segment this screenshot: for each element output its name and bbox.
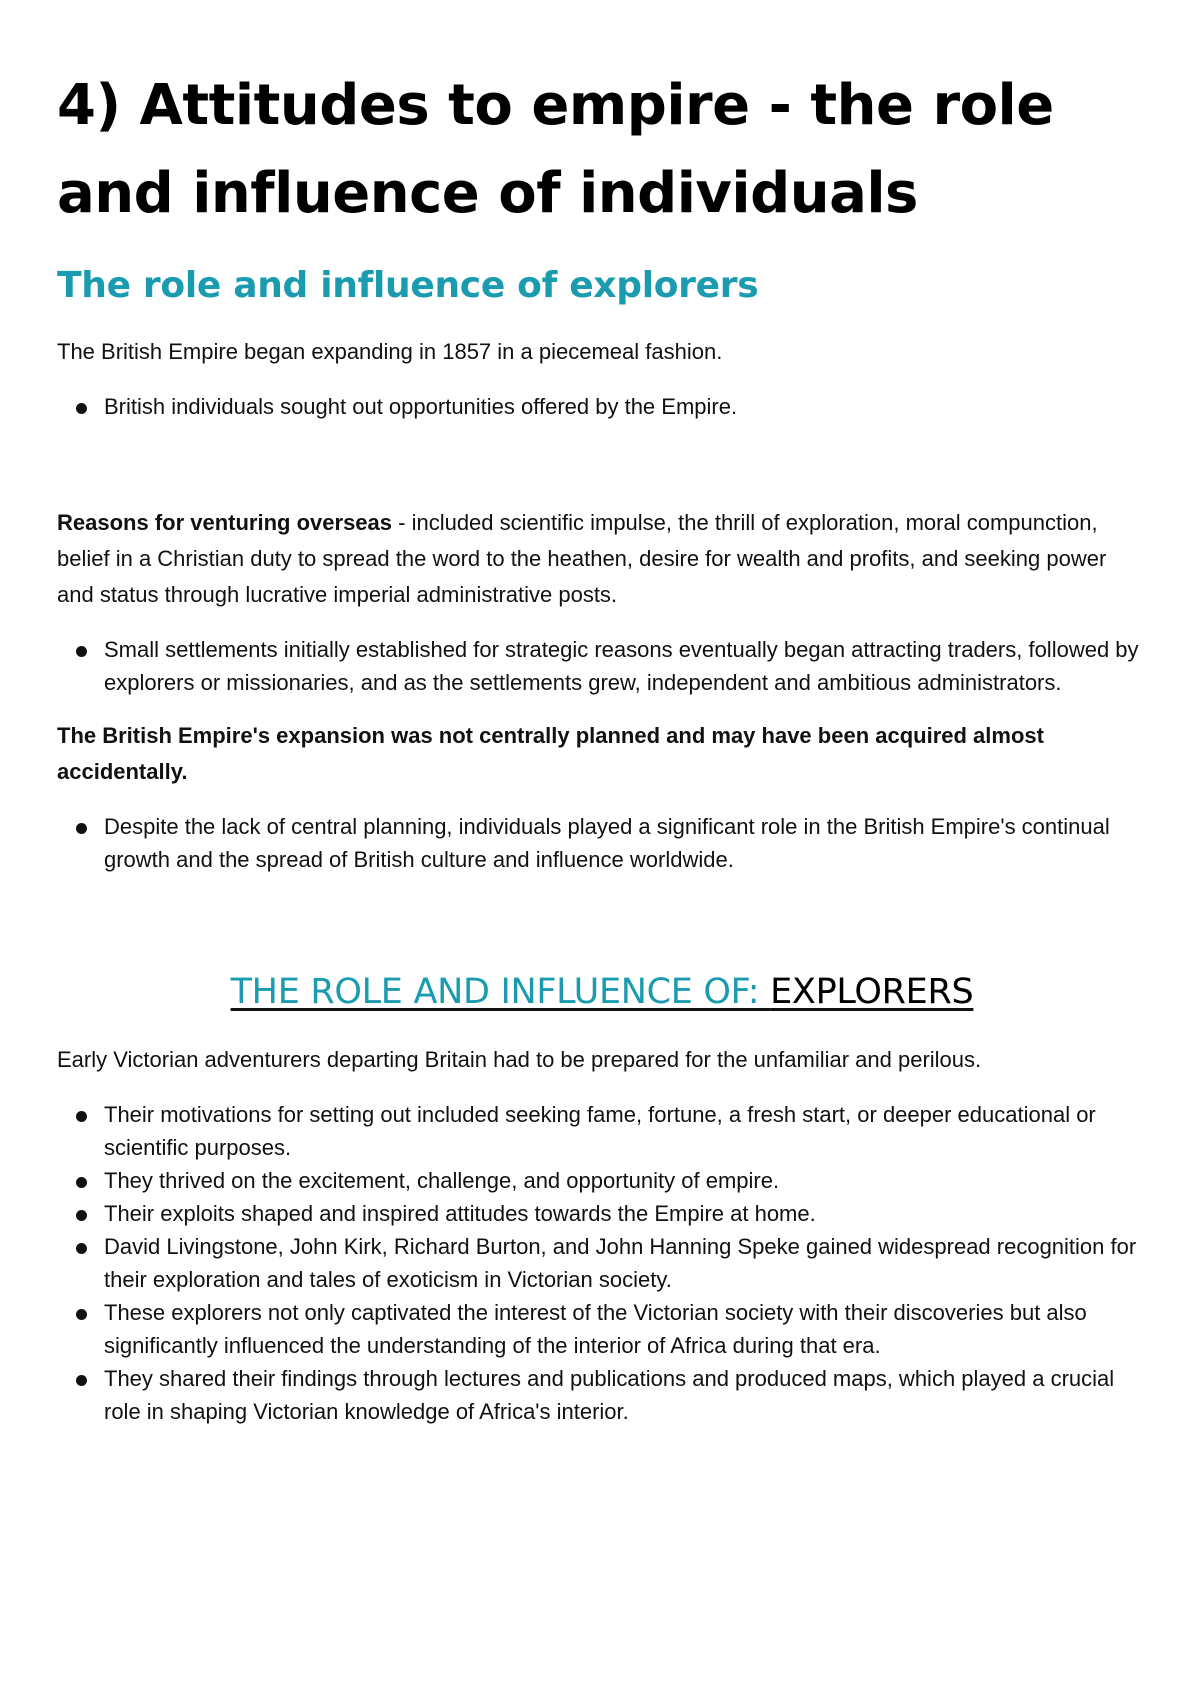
list-item: Small settlements initially established for strategic reasons eventually began attracting traders, followed by explorers or missionaries, and as the settlements grew, independent and ambitious administrators. — [57, 633, 1147, 699]
reasons-label: Reasons for venturing overseas — [57, 510, 393, 535]
page-title: 4) Attitudes to empire - the role and influence of individuals — [57, 73, 1054, 226]
reasons-paragraph — [57, 505, 1147, 613]
list-item: British individuals sought out opportunities offered by the Empire. — [57, 390, 1147, 423]
list-item: David Livingstone, John Kirk, Richard Burton, and John Hanning Speke gained widespread recognition for their exploration and tales of exoticism in Victorian society. — [57, 1230, 1147, 1296]
document-page — [57, 62, 1147, 1428]
list-item: Their exploits shaped and inspired attitudes towards the Empire at home. — [57, 1197, 1147, 1230]
list-item: They shared their findings through lectures and publications and produced maps, which played a crucial role in shaping Victorian knowledge of Africa's interior. — [57, 1362, 1147, 1428]
bullet-list-settlements — [57, 633, 1147, 699]
list-item: These explorers not only captivated the interest of the Victorian society with their discoveries but also significantly influenced the understanding of the interior of Africa during that era. — [57, 1296, 1147, 1362]
bullet-list-opportunities — [57, 390, 1147, 423]
list-item: Their motivations for setting out included seeking fame, fortune, a fresh start, or deeper educational or scientific purposes. — [57, 1098, 1147, 1164]
section-heading-role-of-explorers — [57, 970, 1147, 1014]
bullet-list-individuals — [57, 810, 1147, 876]
section-heading-explorers: The role and influence of explorers — [57, 265, 759, 306]
list-item: They thrived on the excitement, challenge, and opportunity of empire. — [57, 1164, 1147, 1197]
reasons-text: - included scientific impulse, the thrill of exploration, moral compunction, belief in a Christian duty to spread the word to the heathen, desire for wealth and profits, and seeking power and status through lucrative imperial administrative posts. — [57, 510, 1107, 607]
bold-statement: The British Empire's expansion was not centrally planned and may have been acquired almost accidentally. — [57, 723, 1044, 784]
list-item: Despite the lack of central planning, individuals played a significant role in the British Empire's continual growth and the spread of British culture and influence worldwide. — [57, 810, 1147, 876]
heading-subject: EXPLORERS — [770, 972, 974, 1012]
heading-prefix: THE ROLE AND INFLUENCE OF: — [230, 972, 771, 1012]
intro-paragraph: The British Empire began expanding in 1857 in a piecemeal fashion. — [57, 339, 723, 364]
explorers-intro-paragraph: Early Victorian adventurers departing Britain had to be prepared for the unfamiliar and perilous. — [57, 1047, 982, 1072]
bullet-list-explorers — [57, 1098, 1147, 1428]
